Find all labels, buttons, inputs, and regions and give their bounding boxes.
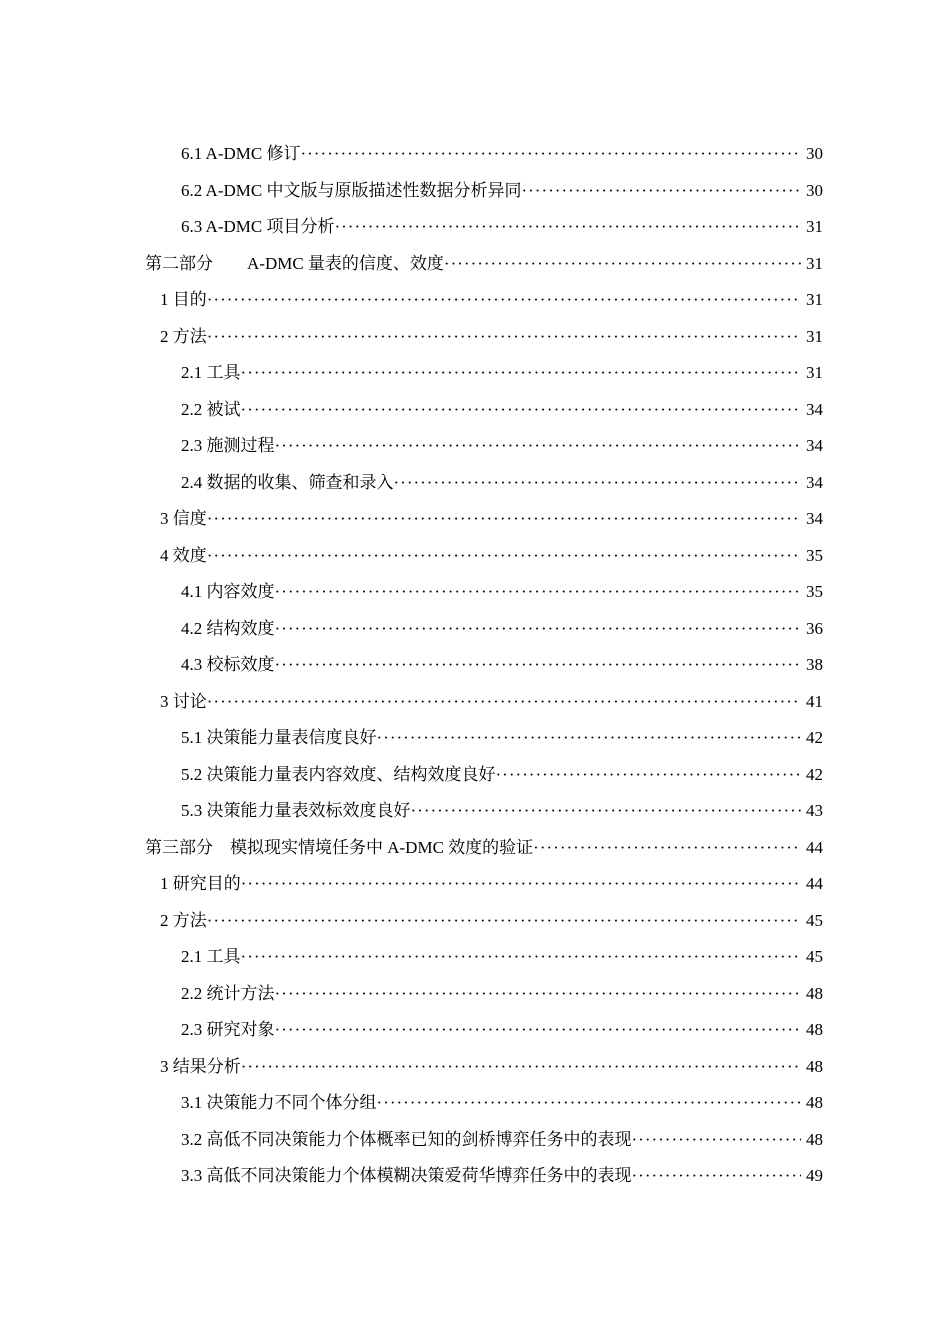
toc-dot-leader — [275, 976, 802, 1013]
toc-entry-page-number: 36 — [806, 618, 823, 638]
toc-entry-title: 3.2 高低不同决策能力个体概率已知的剑桥博弈任务中的表现 — [181, 1122, 632, 1159]
toc-entry-title: 2.2 统计方法 — [181, 976, 275, 1013]
toc-entry[interactable] — [0, 1012, 823, 1049]
toc-entry[interactable] — [0, 1085, 823, 1122]
toc-dot-leader — [241, 355, 802, 392]
toc-entry[interactable] — [0, 173, 823, 210]
toc-entry[interactable] — [0, 1158, 823, 1195]
toc-entry[interactable] — [0, 574, 823, 611]
toc-dot-leader — [207, 903, 801, 940]
toc-entry[interactable] — [0, 866, 823, 903]
toc-dot-leader — [207, 684, 801, 721]
toc-entry-page-number: 31 — [806, 253, 823, 273]
toc-entry-page-number: 35 — [806, 545, 823, 565]
toc-dot-leader — [241, 939, 802, 976]
toc-entry-title: 2.1 工具 — [181, 355, 241, 392]
toc-dot-leader — [207, 538, 801, 575]
toc-dot-leader — [241, 392, 802, 429]
toc-entry-title: 2.3 施测过程 — [181, 428, 275, 465]
toc-entry-page-number: 45 — [806, 947, 823, 966]
toc-entry-page-number: 34 — [806, 509, 823, 528]
toc-entry[interactable] — [0, 757, 823, 794]
toc-entry[interactable] — [0, 611, 823, 648]
toc-dot-leader — [275, 574, 802, 611]
toc-dot-leader — [394, 465, 802, 502]
toc-entry[interactable] — [0, 428, 823, 465]
toc-entry-title: 3 结果分析 — [160, 1049, 241, 1086]
toc-entry-title: 5.2 决策能力量表内容效度、结构效度良好 — [181, 757, 496, 794]
toc-entry-page-number: 45 — [806, 910, 823, 930]
toc-entry-page-number: 48 — [806, 1020, 823, 1039]
toc-entry-title: 2.4 数据的收集、筛查和录入 — [181, 465, 394, 502]
toc-entry[interactable] — [0, 684, 823, 721]
toc-entry-title: 3.1 决策能力不同个体分组 — [181, 1085, 377, 1122]
toc-dot-leader — [521, 173, 801, 210]
toc-entry-title: 6.3 A-DMC 项目分析 — [181, 209, 334, 246]
toc-entry-page-number: 34 — [806, 436, 823, 455]
toc-entry-page-number: 30 — [806, 180, 823, 200]
toc-entry[interactable] — [0, 647, 823, 684]
toc-entry-title: 6.2 A-DMC 中文版与原版描述性数据分析异同 — [181, 173, 521, 210]
toc-entry[interactable] — [0, 209, 823, 246]
toc-dot-leader — [207, 282, 801, 319]
toc-dot-leader — [334, 209, 801, 246]
toc-entry-page-number: 31 — [806, 326, 823, 346]
toc-entry[interactable] — [0, 1049, 823, 1086]
toc-entry-page-number: 38 — [806, 655, 823, 674]
toc-dot-leader — [533, 830, 801, 867]
toc-dot-leader — [207, 501, 801, 538]
toc-entry-title: 4.2 结构效度 — [181, 611, 275, 648]
toc-entry-page-number: 43 — [806, 801, 823, 820]
toc-entry-title: 1 研究目的 — [160, 866, 241, 903]
toc-list — [0, 136, 823, 1195]
toc-entry-page-number: 31 — [806, 363, 823, 382]
toc-entry-title: 5.1 决策能力量表信度良好 — [181, 720, 377, 757]
toc-dot-leader — [444, 246, 801, 283]
toc-entry-page-number: 48 — [806, 1056, 823, 1076]
toc-entry-title: 1 目的 — [160, 282, 207, 319]
toc-entry-page-number: 34 — [806, 399, 823, 419]
toc-entry-page-number: 31 — [806, 290, 823, 309]
toc-entry[interactable] — [0, 282, 823, 319]
toc-entry[interactable] — [0, 830, 823, 867]
table-of-contents — [0, 136, 950, 1195]
toc-entry-title: 4.3 校标效度 — [181, 647, 275, 684]
toc-dot-leader — [377, 1085, 802, 1122]
toc-entry-title: 5.3 决策能力量表效标效度良好 — [181, 793, 411, 830]
toc-entry-page-number: 44 — [806, 874, 823, 893]
toc-dot-leader — [275, 1012, 802, 1049]
toc-entry[interactable] — [0, 1122, 823, 1159]
toc-entry[interactable] — [0, 319, 823, 356]
toc-dot-leader — [241, 866, 801, 903]
toc-entry-title: 3 讨论 — [160, 684, 207, 721]
toc-entry[interactable] — [0, 538, 823, 575]
toc-entry[interactable] — [0, 392, 823, 429]
toc-entry[interactable] — [0, 246, 823, 283]
toc-entry[interactable] — [0, 903, 823, 940]
toc-entry[interactable] — [0, 355, 823, 392]
toc-entry-page-number: 42 — [806, 764, 823, 784]
toc-entry-page-number: 48 — [806, 1093, 823, 1112]
toc-entry-page-number: 31 — [806, 217, 823, 236]
toc-entry-title: 2.3 研究对象 — [181, 1012, 275, 1049]
toc-entry-page-number: 44 — [806, 837, 823, 857]
toc-dot-leader — [411, 793, 802, 830]
toc-entry[interactable] — [0, 939, 823, 976]
toc-entry-page-number: 48 — [806, 1129, 823, 1149]
toc-dot-leader — [275, 611, 802, 648]
toc-entry-title: 第三部分 模拟现实情境任务中 A-DMC 效度的验证 — [145, 830, 533, 867]
toc-dot-leader — [300, 136, 801, 173]
toc-entry-page-number: 48 — [806, 983, 823, 1003]
toc-entry[interactable] — [0, 465, 823, 502]
toc-entry-page-number: 35 — [806, 582, 823, 601]
toc-entry-title: 6.1 A-DMC 修订 — [181, 136, 300, 173]
toc-dot-leader — [275, 428, 802, 465]
toc-dot-leader — [496, 757, 802, 794]
toc-dot-leader — [241, 1049, 801, 1086]
toc-entry-title: 第二部分 A-DMC 量表的信度、效度 — [145, 246, 444, 283]
toc-entry-title: 4 效度 — [160, 538, 207, 575]
toc-entry-page-number: 30 — [806, 144, 823, 163]
toc-dot-leader — [632, 1122, 802, 1159]
toc-entry-title: 2 方法 — [160, 319, 207, 356]
toc-entry-page-number: 34 — [806, 472, 823, 492]
toc-entry[interactable] — [0, 136, 823, 173]
toc-entry[interactable] — [0, 976, 823, 1013]
toc-entry-page-number: 41 — [806, 691, 823, 711]
toc-entry[interactable] — [0, 720, 823, 757]
toc-dot-leader — [377, 720, 802, 757]
toc-entry-page-number: 49 — [806, 1166, 823, 1185]
toc-entry-title: 2.2 被试 — [181, 392, 241, 429]
toc-entry[interactable] — [0, 793, 823, 830]
toc-entry-title: 4.1 内容效度 — [181, 574, 275, 611]
toc-dot-leader — [632, 1158, 802, 1195]
toc-entry-title: 3 信度 — [160, 501, 207, 538]
toc-dot-leader — [275, 647, 802, 684]
toc-entry-title: 2.1 工具 — [181, 939, 241, 976]
toc-entry-title: 3.3 高低不同决策能力个体模糊决策爱荷华博弈任务中的表现 — [181, 1158, 632, 1195]
toc-entry[interactable] — [0, 501, 823, 538]
toc-entry-title: 2 方法 — [160, 903, 207, 940]
toc-dot-leader — [207, 319, 801, 356]
toc-entry-page-number: 42 — [806, 728, 823, 747]
